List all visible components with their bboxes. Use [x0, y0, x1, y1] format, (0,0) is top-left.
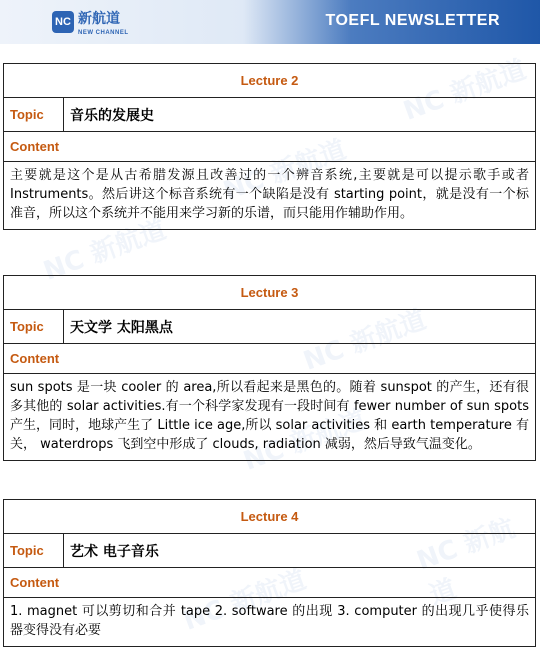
lecture-title: Lecture 4: [4, 500, 535, 534]
content-label: Content: [4, 568, 535, 598]
lecture-table: [3, 499, 536, 647]
content-text: 1. magnet 可以剪切和合并 tape 2. software 的出现 3. computer 的出现几乎使得乐器变得没有必要: [10, 604, 529, 638]
logo-badge-icon: NC: [52, 11, 74, 33]
topic-value: 音乐的发展史: [70, 107, 154, 124]
watermark-logo: NC 新航道: [399, 54, 531, 127]
watermark-logo: NC 新航道: [179, 564, 311, 637]
watermark-logo: NC 新航道: [413, 513, 520, 612]
topic-row: [4, 310, 535, 344]
topic-row: [4, 98, 535, 132]
watermark-logo: NC 新航道: [299, 304, 431, 377]
topic-label: Topic: [4, 310, 64, 343]
watermark-logo: NC 新航道: [219, 134, 351, 207]
logo-cn-text: 新航道: [78, 11, 120, 27]
watermark-logo: NC 新航道: [39, 214, 171, 287]
content-text: sun spots 是一块 cooler 的 area,所以看起来是黑色的。随着 sunspot 的产生，还有很多其他的 solar activities.有一个科学家发现有一段时间有 fewer number of sun spots 产生，同时，地球产生了 Little ice age,所以 solar activities 和 earth temperature 有关， waterdrops 飞到空中形成了 clouds, radiation 减弱，然后导致气温变化。: [10, 380, 529, 452]
topic-value: 艺术 电子音乐: [70, 543, 159, 560]
logo-en-text: NEW CHANNEL: [78, 30, 129, 36]
lecture-table: [3, 275, 536, 461]
newsletter-title: TOEFL NEWSLETTER: [325, 12, 500, 29]
newsletter-header: [0, 0, 540, 44]
lecture-title: Lecture 3: [4, 276, 535, 310]
content-text: 主要就是这个是从古希腊发源且改善过的一个辨音系统,主要就是可以提示歌手或者 Instruments。然后讲这个标音系统有一个缺陷是没有 starting point，就是没有一个标准音，所以这个系统并不能用来学习新的乐谱，而只能用作辅助作用。: [10, 168, 529, 221]
content-label: Content: [4, 344, 535, 374]
topic-row: [4, 534, 535, 568]
content-label: Content: [4, 132, 535, 162]
topic-label: Topic: [4, 534, 64, 567]
lecture-title: Lecture 2: [4, 64, 535, 98]
topic-value: 天文学 太阳黑点: [70, 319, 173, 336]
lecture-table: [3, 63, 536, 230]
watermark-logo: NC 新航道: [239, 404, 371, 477]
topic-label: Topic: [4, 98, 64, 131]
new-channel-logo: [52, 8, 129, 36]
